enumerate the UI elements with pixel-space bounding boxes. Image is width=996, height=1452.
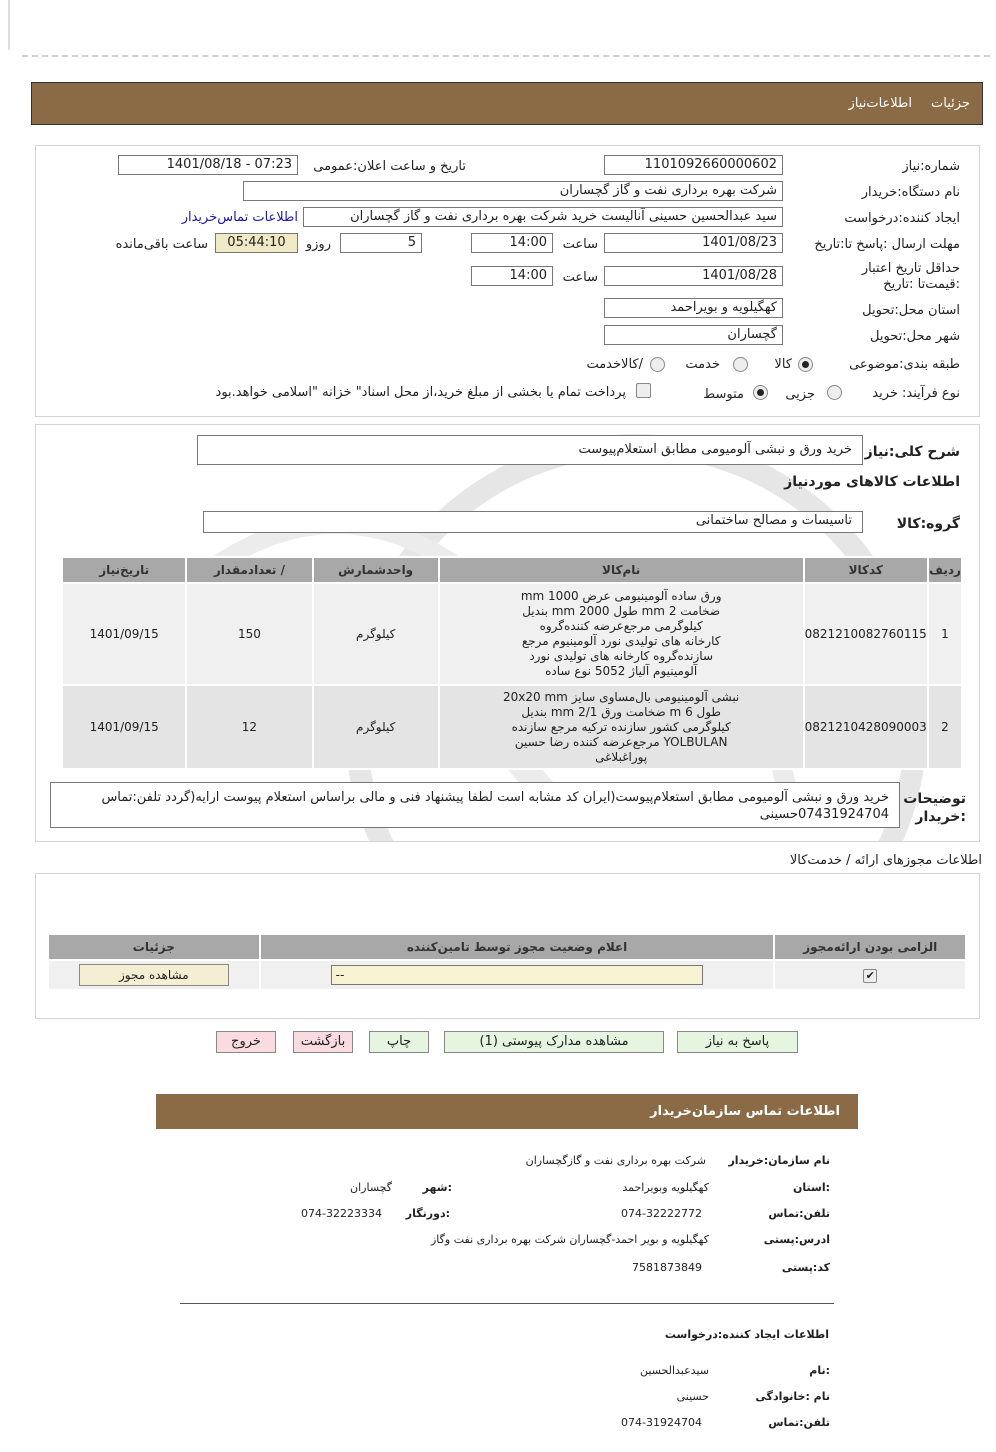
postal-value: 7581873849 xyxy=(632,1261,702,1274)
cell-qty: 12 xyxy=(186,685,312,769)
left-rule xyxy=(8,0,10,50)
org-label: نام سازمان:خریدار xyxy=(728,1154,830,1167)
contact-divider xyxy=(180,1303,834,1304)
buyer-org-field: شرکت بهره برداری نفت و گاز گچساران xyxy=(243,181,783,201)
cell-required xyxy=(774,960,966,990)
family-value: حسینی xyxy=(676,1390,709,1403)
permits-title: اطلاعات مجوزهای ارائه / خدمت‌کالا xyxy=(789,853,982,868)
cell-date: 1401/09/15 xyxy=(62,685,186,769)
print-button[interactable]: چاپ xyxy=(369,1031,429,1053)
days-label: روزو xyxy=(305,237,331,252)
need-number-label: شماره:نیاز xyxy=(902,159,960,174)
fax-label: :دورنگار xyxy=(405,1207,450,1220)
process-label: نوع فرآیند: خرید xyxy=(872,386,960,401)
cell-name: نبشی آلومینیومی بال‌مساوی سایز 20x20 mm طول 6 m ضخامت ورق 2/1 mm بندیل کیلوگرمی کشور سازنده ترکیه مرجع سازنده YOLBULAN مرجع‌عرضه کننده رضا حسین پوراغبلاغی xyxy=(439,685,804,769)
validity-date-field: 1401/08/28 xyxy=(604,266,783,286)
radio-partial-label: جزیی xyxy=(785,387,815,402)
need-number-field: 1101092660000602 xyxy=(604,155,783,175)
province-label: :استان xyxy=(793,1181,830,1194)
radio-goods[interactable] xyxy=(798,357,813,372)
cell-unit: کیلوگرم xyxy=(313,583,439,685)
fax-value: 074-32223334 xyxy=(301,1207,382,1220)
province-field: کهگیلویه و بویراحمد xyxy=(604,298,783,318)
payment-checkbox[interactable] xyxy=(636,383,651,398)
postal-label: کد:پستی xyxy=(781,1261,830,1274)
exit-button[interactable]: خروج xyxy=(216,1031,276,1053)
radio-goods-label: کالا xyxy=(774,357,792,372)
col-date: تاریخ‌نیاز xyxy=(62,557,186,583)
cell-code: 0821210428090003 xyxy=(804,685,928,769)
table-row xyxy=(62,583,962,685)
col-details: جزئیات xyxy=(48,934,260,960)
col-qty: / تعدادمقدار xyxy=(186,557,312,583)
creator-phone-label: تلفن:تماس xyxy=(768,1416,830,1429)
goods-group-field: تاسیسات و مصالح ساختمانی xyxy=(203,511,863,533)
top-divider xyxy=(22,55,990,57)
deadline-date-field: 1401/08/23 xyxy=(604,233,783,253)
table-row xyxy=(62,685,962,769)
deadline-time-label: ساعت xyxy=(562,237,598,252)
province-value: کهگیلویه وبویراحمد xyxy=(622,1181,709,1194)
deadline-time-field: 14:00 xyxy=(471,233,553,253)
name-label: :نام xyxy=(809,1364,830,1377)
validity-time-field: 14:00 xyxy=(471,266,553,286)
city-label: :شهر xyxy=(422,1181,452,1194)
radio-medium-label: متوسط xyxy=(703,387,744,402)
buyer-notes-label: توضیحات :خریدار xyxy=(903,791,966,825)
category-label: طبقه بندی:موضوعی xyxy=(849,357,960,372)
name-value: سیدعبدالحسین xyxy=(640,1364,709,1377)
creator-phone-value: 074-31924704 xyxy=(621,1416,702,1429)
buyer-org-label: نام دستگاه:خریدار xyxy=(861,185,960,200)
cell-unit: کیلوگرم xyxy=(313,685,439,769)
address-label: ادرس:پستی xyxy=(763,1233,830,1246)
radio-partial[interactable] xyxy=(827,385,842,400)
city-value: گچساران xyxy=(350,1181,392,1194)
requester-label: ایجاد کننده:درخواست xyxy=(844,211,960,226)
col-status: اعلام وضعیت مجوز توسط تامین‌کننده xyxy=(260,934,775,960)
validity-label: حداقل تاریخ اعتبار :قیمت‌تا :تاریخ xyxy=(861,261,960,292)
radio-goods-service[interactable] xyxy=(650,357,665,372)
reply-button[interactable]: پاسخ به نیاز xyxy=(677,1031,798,1053)
deadline-label: مهلت ارسال :پاسخ تا:تاریخ xyxy=(814,237,960,252)
back-button[interactable]: بازگشت xyxy=(293,1031,353,1053)
view-permit-button[interactable]: مشاهده مجوز xyxy=(79,964,229,986)
city-field: گچساران xyxy=(604,325,783,345)
goods-group-label: گروه:کالا xyxy=(896,516,960,532)
requester-field: سید عبدالحسین حسینی آنالیست خرید شرکت بهره برداری نفت و گاز گچساران xyxy=(303,207,783,227)
header-bar xyxy=(31,82,983,125)
col-code: کدکالا xyxy=(804,557,928,583)
validity-time-label: ساعت xyxy=(562,270,598,285)
announce-field: 1401/08/18 - 07:23 xyxy=(118,155,298,175)
summary-label: شرح کلی:نیاز xyxy=(864,444,960,460)
radio-service-label: خدمت xyxy=(685,357,720,372)
announce-label: تاریخ و ساعت اعلان:عمومی xyxy=(313,159,466,174)
org-value: شرکت بهره برداری نفت و گازگچساران xyxy=(525,1154,706,1167)
creator-title: اطلاعات ایجاد کننده:درخواست xyxy=(664,1328,829,1341)
buyer-notes-box: خرید ورق و نبشی آلومیومی مطابق استعلام‌پیوست(ایران کد مشابه است لطفا پیشنهاد فنی و مالی بر‌اساس استعلام پیوست ارایه(گردد تلفن:تماس 07431924704حسینی xyxy=(50,782,900,828)
table-row xyxy=(48,960,966,990)
required-checkbox: ✔ xyxy=(863,969,877,983)
payment-text: پرداخت تمام یا بخشی از مبلغ خرید،از محل اسناد" خزانه "اسلامی خواهد.بود xyxy=(215,385,626,400)
contact-title: اطلاعات تماس سازمان‌خریدار xyxy=(650,1104,840,1119)
radio-medium[interactable] xyxy=(753,385,768,400)
permits-table xyxy=(47,933,967,991)
phone-label: تلفن:تماس xyxy=(768,1207,830,1220)
cell-status xyxy=(260,960,775,990)
radio-service[interactable] xyxy=(733,357,748,372)
tab-need-info[interactable]: اطلاعات‌نیاز xyxy=(848,96,912,111)
attachments-button[interactable]: مشاهده مدارک پیوستی (1) xyxy=(444,1031,664,1053)
city-label: شهر محل:تحویل xyxy=(870,329,960,344)
province-label: استان محل:تحویل xyxy=(862,303,960,318)
family-label: نام :خانوادگی xyxy=(755,1390,830,1403)
buyer-contact-link[interactable]: اطلاعات تماس‌خریدار xyxy=(181,210,298,225)
col-name: نام‌کالا xyxy=(439,557,804,583)
tab-details[interactable]: جزئیات xyxy=(931,96,970,111)
remaining-time-field: 05:44:10 xyxy=(215,233,298,253)
permit-status-field: -- xyxy=(331,965,704,985)
goods-table xyxy=(61,556,963,770)
goods-info-title: اطلاعات کالاهای موردنیاز xyxy=(784,474,960,490)
radio-goods-service-label: /کالاخدمت xyxy=(586,357,643,372)
phone-value: 074-32222772 xyxy=(621,1207,702,1220)
cell-name: ورق ساده آلومینیومی عرض 1000 mm ضخامت 2 mm طول 2000 mm بندیل کیلوگرمی مرجع‌عرضه کننده‌گروه کارخانه های تولیدی نورد آلومینیوم مرجع سازنده‌گروه کارخانه های تولیدی نورد آلومینیوم آلیاژ 5052 نوع ساده xyxy=(439,583,804,685)
address-value: کهگیلویه و بویر احمد-گچساران شرکت بهره برداری نفت وگاز xyxy=(431,1233,709,1246)
cell-qty: 150 xyxy=(186,583,312,685)
cell-date: 1401/09/15 xyxy=(62,583,186,685)
col-required: الزامی بودن ارائه‌مجوز xyxy=(774,934,966,960)
summary-field: خرید ورق و نبشی آلومیومی مطابق استعلام‌پیوست xyxy=(197,435,863,465)
col-unit: واحدشمارش xyxy=(313,557,439,583)
col-row: ردیف xyxy=(928,557,962,583)
cell-code: 0821210082760115 xyxy=(804,583,928,685)
cell-row: 2 xyxy=(928,685,962,769)
cell-details xyxy=(48,960,260,990)
contact-title-bar xyxy=(156,1094,858,1129)
days-field: 5 xyxy=(340,233,422,253)
remaining-label: ساعت باقی‌مانده xyxy=(115,237,208,252)
cell-row: 1 xyxy=(928,583,962,685)
